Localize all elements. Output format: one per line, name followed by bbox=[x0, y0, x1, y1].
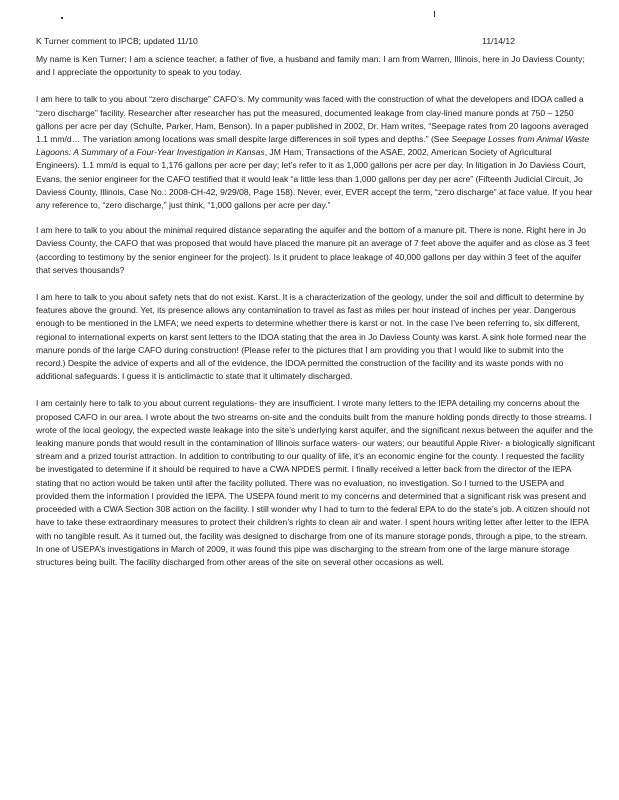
paragraph-text: My name is Ken Turner; I am a science teacher, a father of five, a husband and family man. I am from Warren, Illinois, here in Jo Daviess County; and I appreciate the opportunity to speak to you today. bbox=[36, 54, 585, 78]
header-date: 11/14/12 bbox=[482, 36, 515, 46]
paragraph-text: I am here to talk to you about “zero discharge” CAFO’s. My community was faced with the construction of what the developers and IDOA called a “zero discharge” facility. Researcher after researcher has put the measured, documented leakage from clay-lined manure ponds at 750 – 1250 gallons per acre per day (Schulte, Parker, Ham, Benson). In a paper published in 2002, Dr. Ham writes, “Seepage rates from 20 lagoons averaged 1.1 mm/d… The variation among locations was small despite large differences in soil types and depths.” (See bbox=[36, 94, 589, 145]
paragraph-text: I am here to talk to you about safety nets that do not exist. Karst. It is a characterization of the geology, under the soil and difficult to determine by features above the ground. Yet, its presence allows any contamination to travel as fast as miles per hour instead of inches per year. Dangerous enough to be mentioned in the LMFA; we need experts to determine whether there is karst or not. In the case I’ve been referring to, six different, regional to international experts on karst sent letters to the IDOA stating that the area in Jo Daviess County was karst. A sink hole formed near the manure ponds of the large CAFO during construction! (Please refer to the pictures that I am providing you that I would like to submit into the record.) Despite the advice of experts and all of the evidence, the IDOA permitted the construction of the facility and its waste ponds with no additional safeguards. I guess it is anticlimactic to state that it ultimately discharged. bbox=[36, 292, 587, 382]
paragraph-zero-discharge bbox=[36, 93, 595, 212]
citation-title: Seepage Losses from Animal Waste Lagoons: A Summary of a Four-Year Investigation in Kansas bbox=[36, 134, 590, 158]
paragraph-text: I am certainly here to talk to you about current regulations- they are insufficient. I wrote many letters to the IEPA detailing my concerns about the proposed CAFO in our area. I wrote about the two streams on-site and the conduits built from the manure holding ponds directly to those streams. I wrote of the local geology, the expected waste leakage into the site’s underlying karst aquifer, and the significant nexus between the aquifer and the leaking manure ponds that would result in the contamination of Illinois surface waters- our waters; our beautiful Apple River- a biologically significant stream and a prized tourist attraction. In addition to contributing to our quality of life, it’s an economic engine for the county. I requested the facility be investigated to determine if it should be required to have a CWA NPDES permit. I finally received a letter back from the director of the IEPA stating that no action would be taken until after the facility polluted. There was no evaluation, no investigation. So I turned to the USEPA and provided them the information I provided the IEPA. The USEPA found merit to my concerns and determined that a significant risk was present and proceeded with a CWA Section 308 action on the facility. I still wonder why I had to turn to the federal EPA to do the state’s job. A citizen should not have to take these extraordinary measures to protect their children’s rights to clean air and water. I spent hours writing letter after letter to the IEPA with no tangible result. As it turned out, the facility was designed to discharge from one of its manure storage ponds, through a pipe, to the stream. In one of USEPA’s investigations in March of 2009, it was found this pipe was discharging to the stream from one of the large manure storage structures being built. The facility discharged from other areas of the site on several other occasions as well. bbox=[36, 398, 595, 567]
paragraph-introduction bbox=[36, 53, 595, 79]
page-header bbox=[36, 36, 515, 47]
paragraph-text: I am here to talk to you about the minimal required distance separating the aquifer and the bottom of a manure pit. There is none. Right here in Jo Daviess County, the CAFO that was proposed that would have placed the manure pit an average of 7 feet above the aquifer and as close as 3 feet (according to testimony by the senior engineer for the project). Is it prudent to place leakage of 40,000 gallons per day within 3 feet of the aquifer that serves thousands? bbox=[36, 225, 590, 275]
paragraph-aquifer-distance bbox=[36, 224, 595, 277]
document-body bbox=[36, 53, 595, 583]
scan-speck bbox=[61, 17, 63, 19]
paragraph-text: , JM Ham, Transactions of the ASAE, 2002, American Society of Agricultural Engineers). 1.1 mm/d is equal to 1,176 gallons per acre per day; let’s refer to it as 1,000 gallons per acre per day. In litigation in Jo Daviess Court, Evans, the senior engineer for the CAFO testified that it would leak “a little less than 1,000 gallons per day per acre” (Fifteenth Judicial Circuit, Jo Daviess County, Illinois, Case No.: 2008-CH-42, 9/29/08, Page 158). Never, ever, EVER accept the term, “zero discharge” at face value. If you hear any reference to, “zero discharge,” just think, “1,000 gallons per acre per day.” bbox=[36, 147, 593, 211]
header-left-text: K Turner comment to IPCB; updated 11/10 bbox=[36, 36, 198, 46]
scan-speck bbox=[434, 11, 435, 17]
paragraph-karst bbox=[36, 291, 595, 383]
paragraph-regulations bbox=[36, 397, 595, 569]
